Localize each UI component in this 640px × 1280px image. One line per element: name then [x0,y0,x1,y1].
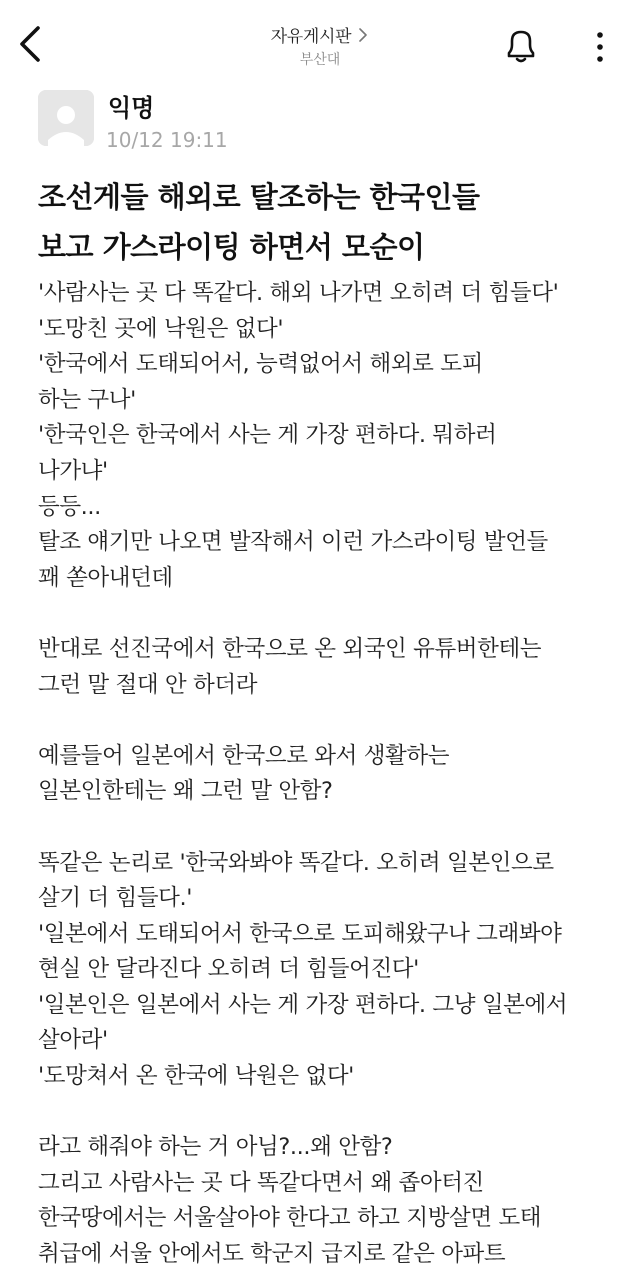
post-body-line: '일본인은 일본에서 사는 게 가장 편하다. 그냥 일본에서 [38,991,568,1018]
post-body-line: '한국에서 도태되어서, 능력없어서 해외로 도피 [38,351,483,378]
post-body-line: 한국땅에서는 서울살아야 한다고 하고 지방살면 도태 [38,1205,542,1232]
post-body-line: 살아라' [38,1027,108,1054]
post-body-line: 나가냐' [38,457,108,484]
post-body [38,276,628,1273]
post-title-line: 조선게들 해외로 탈조하는 한국인들 [38,180,480,214]
board-header [0,22,640,69]
more-options-button[interactable] [592,30,608,64]
board-link[interactable] [271,22,370,47]
post-body-line: 취급에 서울 안에서도 학군지 급지로 같은 아파트 [38,1241,506,1268]
chevron-right-icon [357,28,369,42]
post-body-line [38,596,628,632]
post-date: 10/12 19:11 [106,128,228,152]
post-body-line: 현실 안 달라진다 오히려 더 힘들어진다' [38,956,419,983]
post-title [38,172,618,272]
more-vertical-icon [592,30,608,64]
post-body-line: 그리고 사람사는 곳 다 똑같다면서 왜 좁아터진 [38,1169,484,1196]
post-body-line: 똑같은 논리로 '한국와봐야 똑같다. 오히려 일본인으로 [38,849,554,876]
post-title-line: 보고 가스라이팅 하면서 모순이 [38,230,425,264]
default-avatar-icon [38,90,94,146]
post-body-line: 라고 해줘야 하는 거 아님?...왜 안함? [38,1134,393,1161]
post-body-line: '도망친 곳에 낙원은 없다' [38,315,284,342]
avatar[interactable] [38,90,94,146]
post-body-line: '일본에서 도태되어서 한국으로 도피해왔구나 그래봐야 [38,920,562,947]
post-body-line [38,703,628,739]
post-body-line: 등등... [38,493,101,520]
post-body-line: 하는 구나' [38,386,136,413]
bell-icon [502,26,540,66]
top-app-bar [0,0,640,88]
post-body-line: 꽤 쏟아내던데 [38,564,173,591]
post-author-info [38,90,620,156]
board-subtitle: 부산대 [299,52,341,68]
board-title: 자유게시판 [270,27,352,47]
post-body-line: 일본인한테는 왜 그런 말 안함? [38,778,333,805]
post-body-line: 그런 말 절대 안 하더라 [38,671,258,698]
post-body-line: '한국인은 한국에서 사는 게 가장 편하다. 뭐하러 [38,422,497,449]
post-body-line [38,810,628,846]
post-body-line: 예를들어 일본에서 한국으로 와서 생활하는 [38,742,450,769]
notification-button[interactable] [502,26,540,66]
post-body-line: '사람사는 곳 다 똑같다. 해외 나가면 오히려 더 힘들다' [38,280,559,306]
post-body-line: 살기 더 힘들다.' [38,885,193,912]
post-body-line: 반대로 선진국에서 한국으로 온 외국인 유튜버한테는 [38,635,542,662]
post-body-line: 탈조 얘기만 나오면 발작해서 이런 가스라이팅 발언들 [38,529,548,556]
post-body-line [38,1095,628,1131]
post-body-line: '도망쳐서 온 한국에 낙원은 없다' [38,1063,354,1090]
author-name: 익명 [108,94,155,122]
